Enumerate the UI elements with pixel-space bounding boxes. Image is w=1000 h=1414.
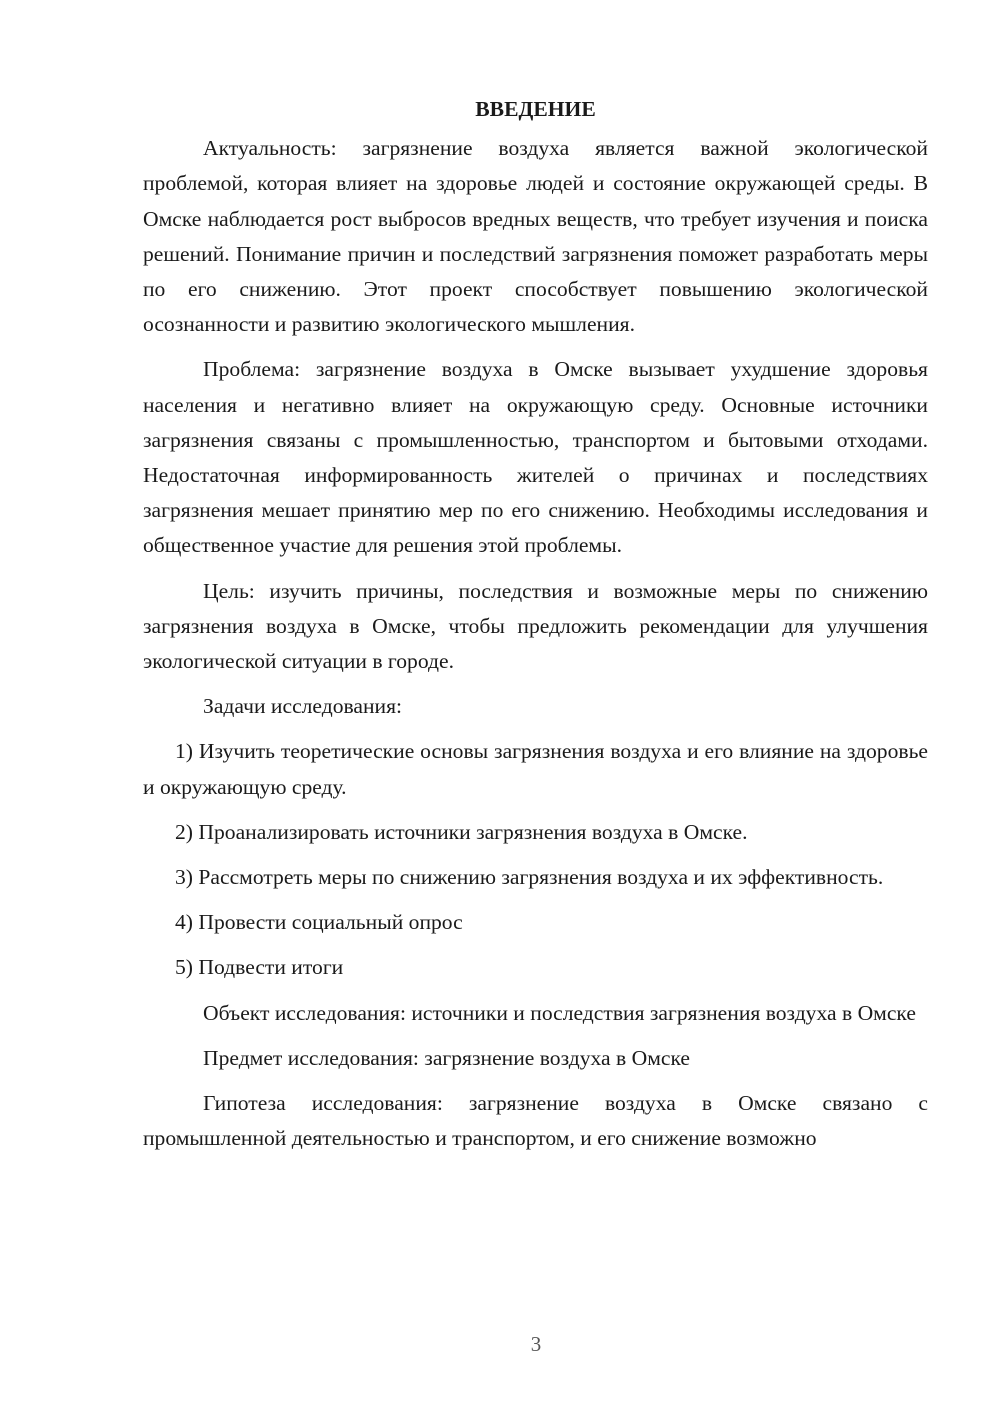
tasks-heading: Задачи исследования: [203,694,403,719]
paragraph-goal: Цель: изучить причины, последствия и возможные меры по снижению загрязнения воздуха в Омске, чтобы предложить рекомендации для улучшения экологической ситуации в городе. [143,578,928,674]
paragraph-object: Объект исследования: источники и последствия загрязнения воздуха в Омске [203,1000,916,1025]
task-item-3: 3) Рассмотреть меры по снижению загрязнения воздуха и их эффективность. [175,865,884,890]
page-content [143,92,928,1166]
page-number: 3 [530,1332,542,1356]
task-item-4: 4) Провести социальный опрос [175,910,463,935]
page-title: ВВЕДЕНИЕ [475,97,596,121]
paragraph-problem: Проблема: загрязнение воздуха в Омске вызывает ухудшение здоровья населения и негативно влияет на окружающую среду. Основные источники загрязнения связаны с промышленностью, транспортом и бытовыми отходами. Недостаточная информированность жителей о причинах и последствиях загрязнения мешает принятию мер по его снижению. Необходимы исследования и общественное участие для решения этой проблемы. [143,357,928,558]
paragraph-relevance: Актуальность: загрязнение воздуха является важной экологической проблемой, которая влияет на здоровье людей и состояние окружающей среды. В Омске наблюдается рост выбросов вредных веществ, что требует изучения и поиска решений. Понимание причин и последствий загрязнения поможет разработать меры по его снижению. Этот проект способствует повышению экологической осознанности и развитию экологического мышления. [143,136,928,337]
tasks-list [143,734,928,985]
task-item-5: 5) Подвести итоги [175,955,344,980]
task-item-2: 2) Проанализировать источники загрязнения воздуха в Омске. [175,819,748,844]
task-item-1: 1) Изучить теоретические основы загрязнения воздуха и его влияние на здоровье и окружающую среду. [143,739,928,799]
paragraph-subject: Предмет исследования: загрязнение воздуха в Омске [203,1045,690,1070]
paragraph-hypothesis: Гипотеза исследования: загрязнение воздуха в Омске связано с промышленной деятельностью и транспортом, и его снижение возможно [143,1091,928,1151]
